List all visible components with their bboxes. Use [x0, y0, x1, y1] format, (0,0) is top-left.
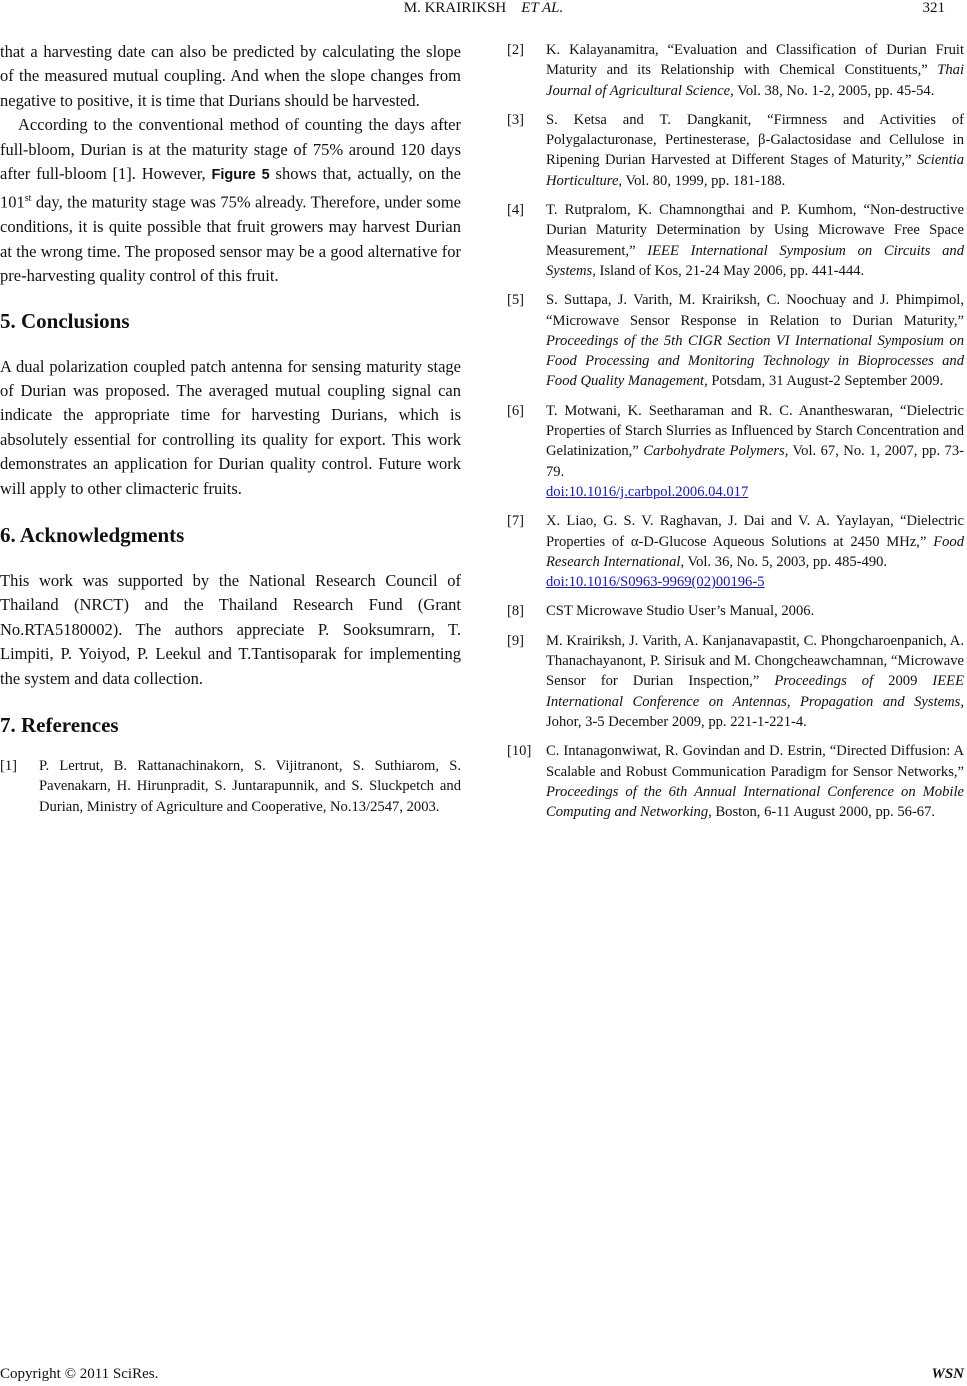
- page-footer: [0, 1366, 967, 1386]
- section-6-text: This work was supported by the National Research Council of Thailand (NRCT) and the Thailand Research Fund (Grant No.RTA5180002). The authors appreciate P. Sooksumrarn, T. Limpiti, P. Yoiyod, P. Leekul and T.Tantisoparak for implementing the system and data collection.: [0, 571, 461, 688]
- reference-5: [5] S. Suttapa, J. Varith, M. Krairiksh, C. Noochuay and J. Phimpimol, “Microwave Sensor Response in Relation to Durian Maturity,” Proceedings of the 5th CIGR Section VI International Symposium on Food Processing and Monitoring Technology in Bioprocesses and Food Quality Management, Potsdam, 31 August-2 September 2009.: [507, 292, 964, 390]
- running-head-etal: ET AL.: [521, 0, 564, 16]
- reference-9: [9] M. Krairiksh, J. Varith, A. Kanjanavapastit, C. Phongcharoenpanich, A. Thanachayanont, P. Sirisuk and M. Chongcheawchamnan, “Microwave Sensor for Durian Inspection,” Proceedings of 2009 IEEE International Conference on Antennas, Propagation and Systems, Johor, 3-5 December 2009, pp. 221-1-221-4.: [507, 632, 965, 730]
- doi-link-ref-7[interactable]: doi:10.1016/S0963-9969(02)00196-5: [546, 574, 765, 591]
- paragraph-conventional-method: According to the conventional method of counting the days after full-bloom, Durian is at the maturity stage of 75% around 120 days after full-bloom [1]. However, Figure 5 shows that, actually, on the 101st day, the maturity stage was 75% already. Therefore, under some conditions, it is quite possible that fruit growers may harvest Durian at the wrong time. The proposed sensor may be a good alternative for pre-harvesting quality control of this fruit.: [0, 115, 462, 286]
- section-6-heading: 6. Acknowledgments: [0, 523, 185, 547]
- left-column: [0, 40, 461, 817]
- reference-6: [6] T. Motwani, K. Seetharaman and R. C. Anantheswaran, “Dielectric Properties of Starch Slurries as Influenced by Starch Concentration and Gelatinization,” Carbohydrate Polymers, Vol. 67, No. 1, 2007, pp. 73-79. doi:10.1016/j.carbpol.2006.04.017: [507, 402, 964, 500]
- section-7-heading: 7. References: [0, 713, 119, 738]
- reference-3: [3] S. Ketsa and T. Dangkanit, “Firmness and Activities of Polygalacturonase, Pertinesterase, β-Galactosidase and Cellulose in Ripening Durian Harvested at Different Stages of Maturity,” Scientia Horticulture, Vol. 80, 1999, pp. 181-188.: [507, 111, 964, 189]
- page-number: 321: [922, 0, 945, 16]
- section-5-text: A dual polarization coupled patch antenna for sensing maturity stage of Durian was proposed. The averaged mutual coupling signal can indicate the appropriate time for harvesting Durians, which is absolutely essential for controlling its quality for export. This work demonstrates an application for Durian quality control. Future work will apply to other climacteric fruits.: [0, 356, 461, 498]
- page-header: [0, 0, 967, 26]
- doi-link-ref-6[interactable]: doi:10.1016/j.carbpol.2006.04.017: [546, 483, 749, 500]
- paragraph-harvest-date: that a harvesting date can also be predicted by calculating the slope of the measured mutual coupling. And when the slope changes from negative to positive, it is time that Durians should be harvested.: [0, 42, 461, 110]
- reference-1: [1] P. Lertrut, B. Rattanachinakorn, S. Vijitranont, S. Suthiarom, S. Pavenakarn, H. Hirunpradit, S. Juntarapunnik, and S. Sluckpetch and Durian, Ministry of Agriculture and Cooperative, No.13/2547, 2003.: [0, 758, 461, 815]
- reference-7: [7] X. Liao, G. S. V. Raghavan, J. Dai and V. A. Yaylayan, “Dielectric Properties of α-D-Glucose Aqueous Solutions at 2450 MHz,” Food Research International, Vol. 36, No. 5, 2003, pp. 485-490. doi:10.1016/S0963-9969(02)00196-5: [507, 513, 964, 591]
- figure-5-reference[interactable]: Figure 5: [211, 167, 270, 184]
- reference-2: [2] K. Kalayanamitra, “Evaluation and Classification of Durian Fruit Maturity and its Relationship with Chemical Constituents,” Thai Journal of Agricultural Science, Vol. 38, No. 1-2, 2005, pp. 45-54.: [507, 42, 964, 99]
- section-5-heading: 5. Conclusions: [0, 308, 130, 333]
- right-column: [507, 40, 964, 822]
- running-head-authors: M. KRAIRIKSH: [403, 0, 507, 16]
- journal-abbreviation: WSN: [931, 1366, 964, 1382]
- copyright-notice: Copyright © 2011 SciRes.: [0, 1366, 159, 1382]
- reference-10: [10] C. Intanagonwiwat, R. Govindan and D. Estrin, “Directed Diffusion: A Scalable and Robust Communication Paradigm for Sensor Networks,” Proceedings of the 6th Annual International Conference on Mobile Computing and Networking, Boston, 6-11 August 2000, pp. 56-67.: [507, 743, 964, 821]
- reference-8: [8] CST Microwave Studio User’s Manual, 2006.: [507, 603, 815, 620]
- running-head: [0, 0, 967, 17]
- reference-4: [4] T. Rutpralom, K. Chamnongthai and P. Kumhom, “Non-destructive Durian Maturity Determination by Using Microwave Free Space Measurement,” IEEE International Symposium on Circuits and Systems, Island of Kos, 21-24 May 2006, pp. 441-444.: [507, 202, 964, 279]
